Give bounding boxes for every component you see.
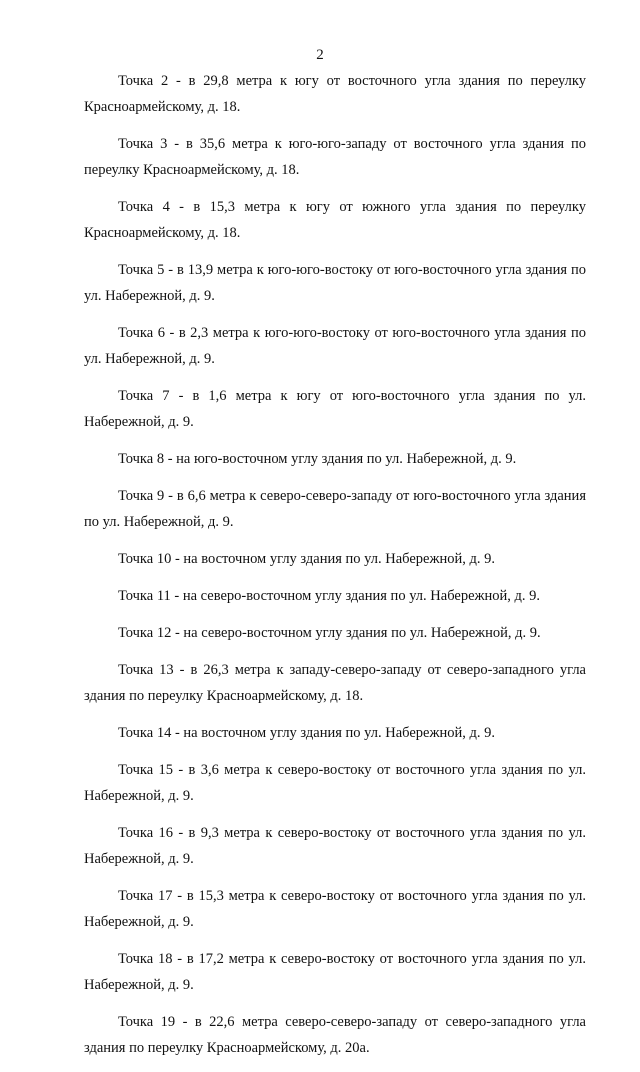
paragraph-point-9: Точка 9 - в 6,6 метра к северо-северо-западу от юго-восточного угла здания по ул. Набережной, д. 9.: [84, 488, 586, 530]
paragraph-point-15: Точка 15 - в 3,6 метра к северо-востоку от восточного угла здания по ул. Набережной, д. 9.: [84, 762, 586, 804]
paragraph-point-6: Точка 6 - в 2,3 метра к юго-юго-востоку от юго-восточного угла здания по ул. Набережной, д. 9.: [84, 325, 586, 367]
document-body: [84, 68, 586, 1072]
paragraph-point-3: Точка 3 - в 35,6 метра к юго-юго-западу от восточного угла здания по переулку Красноармейскому, д. 18.: [84, 136, 586, 178]
page-number: 2: [316, 47, 324, 63]
paragraph-point-7: Точка 7 - в 1,6 метра к югу от юго-восточного угла здания по ул. Набережной, д. 9.: [84, 388, 586, 430]
paragraph-point-19: Точка 19 - в 22,6 метра северо-северо-западу от северо-западного угла здания по переулку Красноармейскому, д. 20а.: [84, 1014, 586, 1056]
paragraph-point-12: Точка 12 - на северо-восточном углу здания по ул. Набережной, д. 9.: [118, 625, 541, 641]
paragraph-point-11: Точка 11 - на северо-восточном углу здания по ул. Набережной, д. 9.: [118, 588, 541, 604]
paragraph-point-18: Точка 18 - в 17,2 метра к северо-востоку от восточного угла здания по ул. Набережной, д. 9.: [84, 951, 586, 993]
paragraph-point-4: Точка 4 - в 15,3 метра к югу от южного угла здания по переулку Красноармейскому, д. 18.: [84, 199, 586, 241]
paragraph-point-13: Точка 13 - в 26,3 метра к западу-северо-западу от северо-западного угла здания по переулку Красноармейскому, д. 18.: [84, 662, 586, 704]
paragraph-point-17: Точка 17 - в 15,3 метра к северо-востоку от восточного угла здания по ул. Набережной, д. 9.: [84, 888, 586, 930]
paragraph-point-16: Точка 16 - в 9,3 метра к северо-востоку от восточного угла здания по ул. Набережной, д. 9.: [84, 825, 586, 867]
paragraph-point-8: Точка 8 - на юго-восточном углу здания по ул. Набережной, д. 9.: [118, 451, 517, 467]
paragraph-point-14: Точка 14 - на восточном углу здания по ул. Набережной, д. 9.: [118, 725, 496, 741]
paragraph-point-5: Точка 5 - в 13,9 метра к юго-юго-востоку от юго-восточного угла здания по ул. Набережной, д. 9.: [84, 262, 586, 304]
paragraph-point-10: Точка 10 - на восточном углу здания по ул. Набережной, д. 9.: [118, 551, 496, 567]
paragraph-point-2: Точка 2 - в 29,8 метра к югу от восточного угла здания по переулку Красноармейскому, д. 18.: [84, 73, 586, 115]
